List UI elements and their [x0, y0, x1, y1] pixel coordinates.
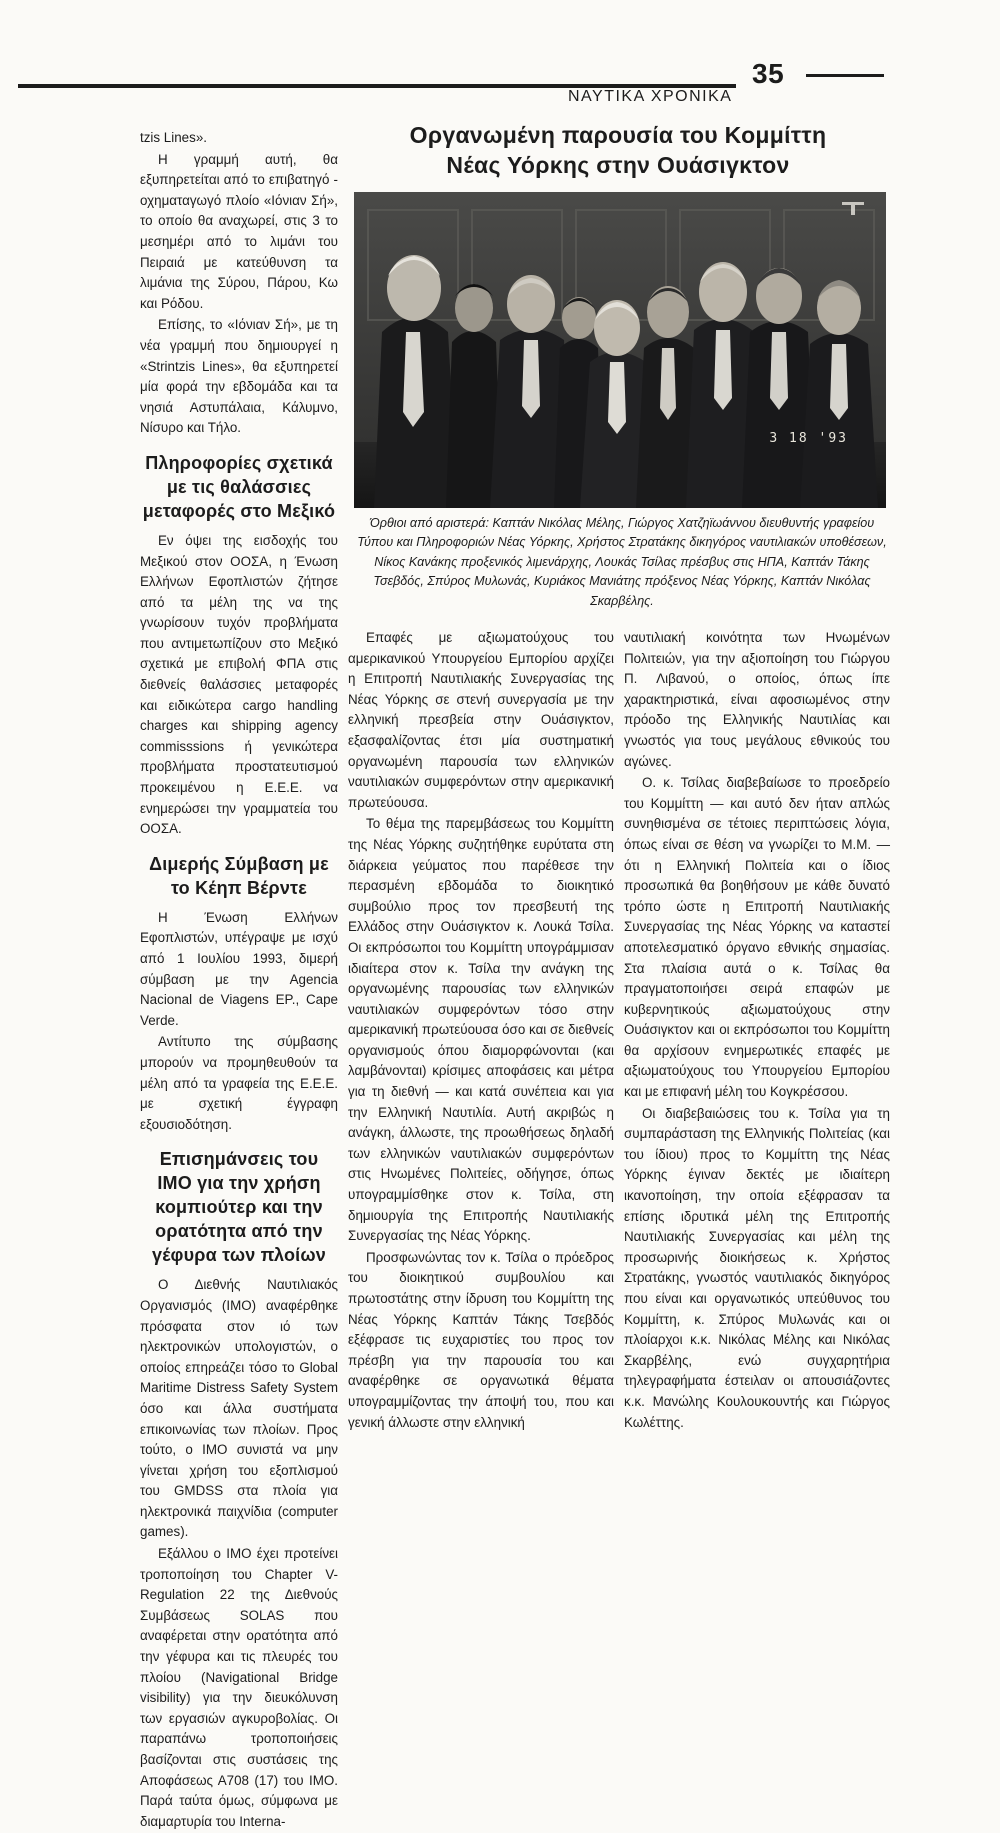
photo-date-stamp: 3 18 '93	[769, 431, 848, 446]
article-paragraph: Το θέμα της παρεμβάσεως του Κομμίττη της Νέας Υόρκης συζητήθηκε ευρύτατα στη διάρκεια γεύματος που παρέθεσε την περασμένη εβδομάδα το διοικητικό συμβούλιο προς τον πρεσβευτή της Ελλάδος στην Ουάσιγκτον κ. Λουκά Τσίλα. Οι εκπρόσωποι του Κομμίττη υπογράμμισαν ιδιαίτερα στον κ. Τσίλα την ανάγκη της οργανωμένης παρουσίας των ελληνικών ναυτιλιακών συμφερόντων τόσο στην αμερικανική πρωτεύουσα όσο και σε διεθνείς οργανισμούς όπου διαμορφώνονται (και λαμβάνονται) κρίσιμες αποφάσεις και μέτρα για τη διεθνή — και κατά συνέπεια και για την Ελληνική Ναυτιλία. Αυτή ακριβώς η ανάγκη, άλλωστε, της προωθήσεως δηλαδή των ελληνικών ναυτιλιακών συμφερόντων στις Ηνωμένες Πολιτείες, οδήγησε, όπως υπογραμμίσθηκε στον κ. Τσίλα, στη δημιουργία της Επιτροπής Ναυτιλιακής Συνεργασίας της Νέας Υόρκης.	[348, 816, 614, 1244]
photo-caption: Όρθιοι από αριστερά: Καπτάν Νικόλας Μέλης, Γιώργος Χατζηϊωάννου διευθυντής γραφείου Τύπου και Πληροφοριών Νέας Υόρκης, Χρήστος Στρατάκης δικηγόρος ναυτιλιακών υποθέσεων, Νίκος Κανάκης προξενικός λιμενάρχης, Λουκάς Τσίλας πρέσβυς στις ΗΠΑ, Καπτάν Τάκης Τσεβδός, Σπύρος Μυλωνάς, Κυριάκος Μανιάτης πρόξενος Νέας Υόρκης, Καπτάν Νικόλας Σκαρβέλης.	[357, 516, 887, 608]
section-heading-imo: Επισημάνσεις του ΙΜΟ για την χρήση κομπιούτερ και την ορατότητα από την γέφυρα των πλοίων	[152, 1149, 326, 1266]
article-paragraph: ναυτιλιακή κοινότητα των Ηνωμένων Πολιτειών, για την αξιοποίηση του Γιώργου Π. Λιβανού, ο οποίος, όπως ίπε χαρακτηριστικά, είναι αφοσιωμένος στην πρόοδο της Ελληνικής Ναυτιλίας και γνωστός για τους μεγάλους εθνικούς του αγώνες.	[624, 630, 890, 769]
left-column	[140, 128, 338, 1833]
headline-line: Νέας Υόρκης στην Ουάσιγκτον	[446, 152, 790, 178]
header-rule-right	[806, 74, 884, 77]
middle-column	[348, 628, 614, 1434]
intro-paragraph: Επίσης, το «Ιόνιαν Σή», με τη νέα γραμμή που δημιουργεί η «Strintzis Lines», θα εξυπηρετεί μία φορά την εβδομάδα και τα νησιά Αστυπάλαια, Κάλυμνο, Νίσυρο και Τήλο.	[140, 317, 338, 436]
intro-paragraph: tzis Lines».	[140, 130, 207, 145]
intro-paragraph: Η γραμμή αυτή, θα εξυπηρετείται από το επιβατηγό - οχηματαγωγό πλοίο «Ιόνιαν Σή», το οποίο θα αναχωρεί, στις 3 το μεσημέρι από το λιμάνι του Πειραιά με κατεύθυνση τα λιμάνια της Σύρου, Πάρου, Κω και Ρόδου.	[140, 151, 338, 311]
right-column	[624, 628, 890, 1434]
article-paragraph: Επαφές με αξιωματούχους του αμερικανικού Υπουργείου Εμπορίου αρχίζει η Επιτροπή Ναυτιλιακής Συνεργασίας της Νέας Υόρκης σε στενή συνεργασία με την ελληνική πρεσβεία στην Ουάσιγκτον, εξασφαλίζοντας έτσι μία συστηματική οργανωμένη παρουσία των ελληνικών ναυτιλιακών συμφερόντων στην αμερικανική πρωτεύουσα.	[348, 630, 614, 810]
article-paragraph: Οι διαβεβαιώσεις του κ. Τσίλα για τη συμπαράσταση της Ελληνικής Πολιτείας (και του ίδιου) προς το Κομμίττη της Νέας Υόρκης έγιναν δεκτές με ιδιαίτερη ικανοποίηση, την οποία εξέφρασαν τα επίσης ιδρυτικά μέλη της Επιτροπής Ναυτιλιακής Συνεργασίας και μέλη της προσωρινής διοικήσεως κ. Χρήστος Στρατάκης, γνωστός ναυτιλιακός δικηγόρος που είναι και οργανωτικός υπεύθυνος του Κομμίττη, κ. Σπύρος Μυλωνάς και οι πλοίαρχοι κ.κ. Νικόλας Μέλης και Νικόλας Σκαρβέλης, ενώ συγχαρητήρια τηλεγραφήματα έστειλαν οι απουσιάζοντες κ.κ. Μανώλης Κουλουκουντής και Γιώργος Κωλέττης.	[624, 1105, 890, 1430]
section-heading-mexico: Πληροφορίες σχετικά με τις θαλάσσιες μεταφορές στο Μεξικό	[142, 452, 336, 521]
group-photo-image	[354, 192, 886, 508]
running-head: ΝΑΥΤΙΚΑ ΧΡΟΝΙΚΑ	[568, 88, 733, 105]
section-paragraph: Η Ένωση Ελλήνων Εφοπλιστών, υπέγραψε με ισχύ από 1 Ιουλίου 1993, διμερή σύμβαση με την Agencia Nacional de Viagens EP., Cape Verde.	[140, 909, 338, 1028]
section-paragraph: Εν όψει της εισδοχής του Μεξικού στον ΟΟΣΑ, η Ένωση Ελλήνων Εφοπλιστών ζήτησε από τα μέλη της να της γνωρίσουν τυχόν προβλήματα που αντιμετωπίζουν στο Μεξικό σχετικά με επιβολή ΦΠΑ στις διεθνείς θαλάσσιες μεταφορές και ειδικώτερα cargo handling charges και shipping agency commisssions ή γενικώτερα προβλήματα προστατευτισμού προκειμένου η Ε.Ε.Ε. να ενημερώσει την γραμματεία του ΟΟΣΑ.	[140, 532, 338, 837]
section-paragraph: Εξάλλου ο ΙΜΟ έχει προτείνει τροποποίηση του Chapter V-Regulation 22 της Διεθνούς Συμβάσεως SOLAS που αναφέρεται στην ορατότητα από την γέφυρα και τις πλευρές του πλοίου (Navigational Bridge visibility) για την διευκόλυνση των εργασιών αγκυροβολίας. Οι παραπάνω τροποποιήσεις βασίζονται στις συστάσεις της Αποφάσεως Α708 (17) του ΙΜΟ. Παρά ταύτα όμως, σύμφωνα με διαμαρτυρία του Interna-	[140, 1546, 338, 1829]
section-paragraph: Ο Διεθνής Ναυτιλιακός Οργανισμός (ΙΜΟ) αναφέρθηκε πρόσφατα στον ιό των ηλεκτρονικών υπολογιστών, ο οποίος επηρεάζει τόσο το Global Maritime Distress Safety System όσο και άλλα συστήματα επικοινωνίας των πλοίων. Προς τούτο, ο ΙΜΟ συνιστά να μην γίνεται χρήση του εξοπλισμού του GMDSS στα πλοία για ηλεκτρονικά παιχνίδια (computer games).	[140, 1277, 338, 1540]
section-heading-cape-verde: Διμερής Σύμβαση με το Κέηπ Βέρντε	[149, 853, 329, 898]
article-headline	[348, 120, 888, 180]
page-number: 35	[752, 58, 785, 89]
headline-line: Οργανωμένη παρουσία του Κομμίττη	[409, 122, 827, 148]
article-paragraph: Ο. κ. Τσίλας διαβεβαίωσε το προεδρείο του Κομμίττη — και αυτό δεν ήταν απλώς συνηθισμένα σε τέτοιες περιπτώσεις λόγια, όπως είναι σε θέση να γνωρίζει το Μ.Μ. — ότι η Ελληνική Πολιτεία και ο ίδιος προσωπικά θα βοηθήσουν με κάθε δυνατό τρόπο ώστε η Επιτροπή Ναυτιλιακής Συνεργασίας της Νέας Υόρκης να καταστεί αποτελεσματικό όργανο εθνικής σημασίας. Στα πλαίσια αυτά ο κ. Τσίλας θα πραγματοποιήσει σειρά επαφών με κυβερνητικούς αξιωματούχους στην Ουάσιγκτον και οι εκπρόσωποι του Κομμίττη θα αρχίσουν ενημερωτικές επαφές με αξιωματούχους του Υπουργείου Εμπορίου και με επιφανή μέλη του Κογκρέσσου.	[624, 775, 890, 1100]
article-paragraph: Προσφωνώντας τον κ. Τσίλα ο πρόεδρος του διοικητικού συμβουλίου και πρωτοστάτης στην ίδρυση του Κομμίττη της Νέας Υόρκης Καπτάν Τάκης Τσεβδός εξέφρασε τις ευχαριστίες του προς τον πρέσβη για την παρουσία του και αναφέρθηκε σε οργανωτικά θέματα υπογραμμίζοντας την άποψή του, που και γενική άλλωστε στην ελληνική	[348, 1249, 614, 1430]
group-photo	[354, 192, 886, 508]
section-paragraph: Αντίτυπο της σύμβασης μπορούν να προμηθευθούν τα μέλη από τα γραφεία της Ε.Ε.Ε. με σχετική έγγραφη εξουσιοδότηση.	[140, 1034, 338, 1132]
